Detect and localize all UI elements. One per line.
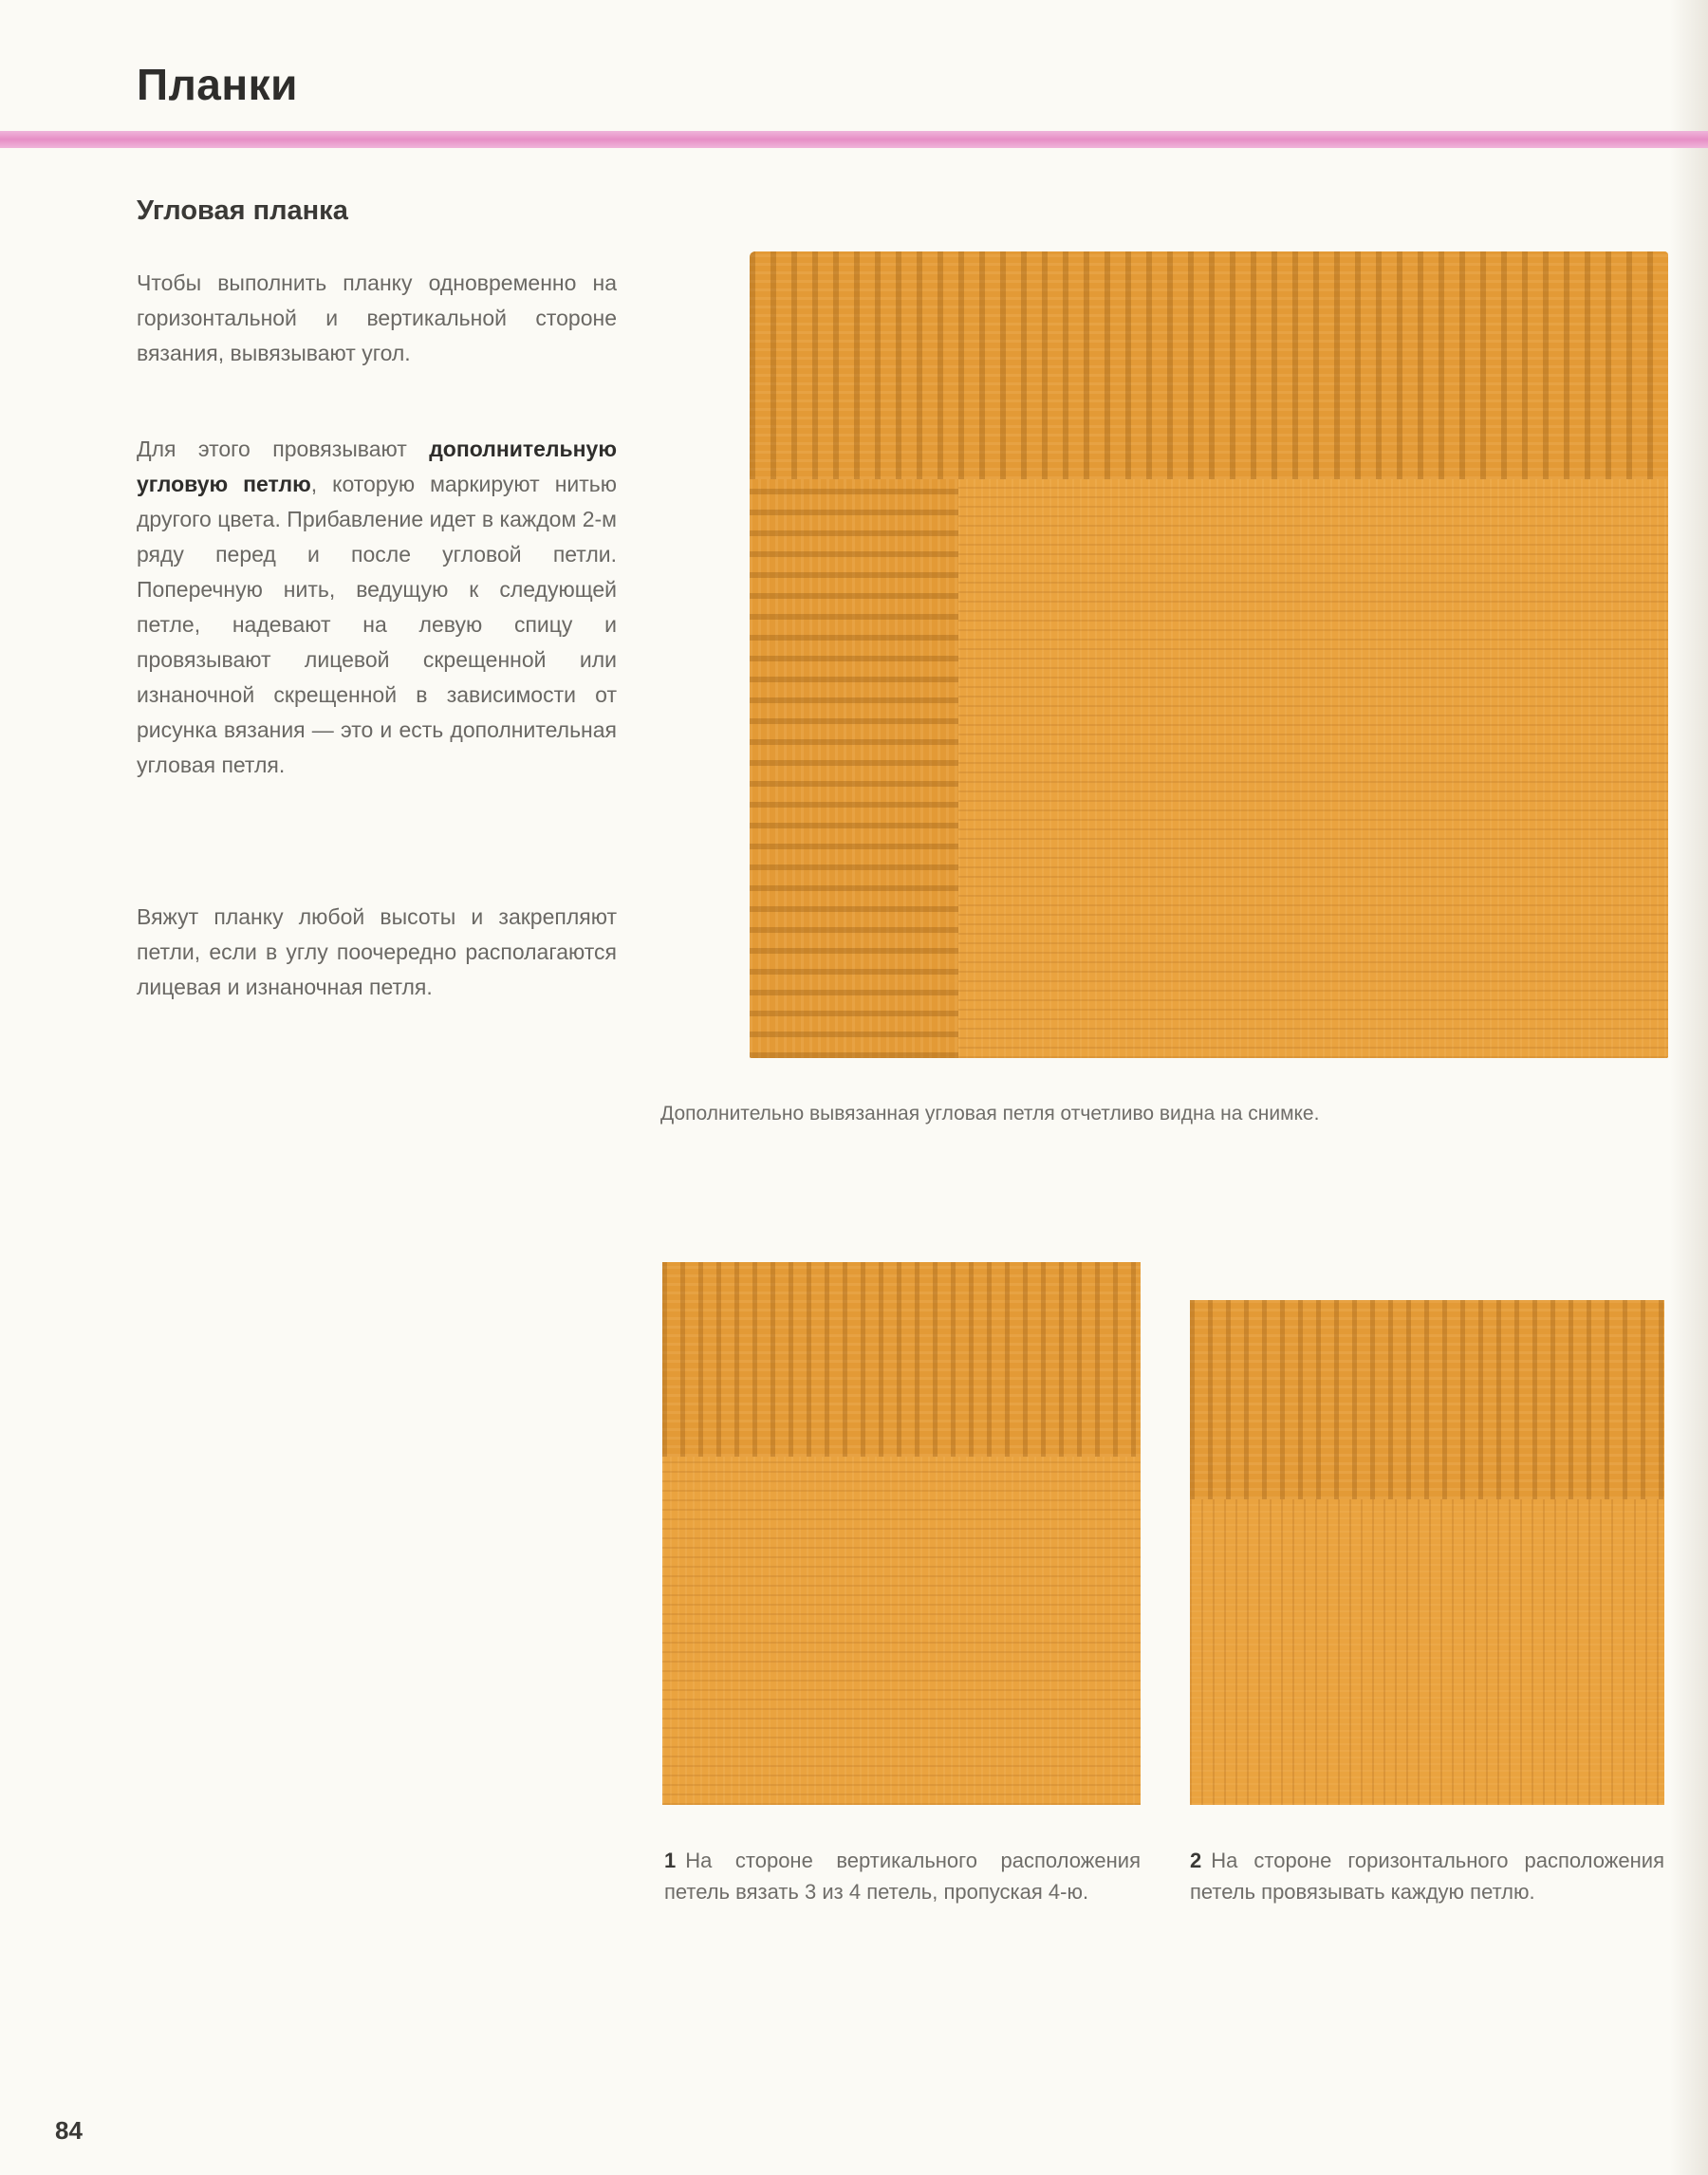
method-text-end: , которую маркируют нитью другого цвета. Прибавление идет в каждом 2-м ряду перед и после угловой петли. Поперечную нить, ведущую к следующей петле, надевают на левую спицу и провязывают лицевой скрещенной или изнаночной скрещенной в зависимости от рисунка вязания — это и есть дополнительная угловая петля. — [137, 472, 618, 777]
page-number: 84 — [55, 2116, 83, 2145]
main-knitting-photo — [750, 251, 1668, 1058]
main-photo-top-band — [750, 251, 1668, 479]
figure-1-caption — [664, 1845, 1141, 1907]
section-heading: Угловая планка — [137, 195, 348, 226]
figure-2-band — [1190, 1300, 1664, 1499]
method-text-start: Для этого провязывают — [137, 437, 430, 461]
figure-2-caption-text: На стороне горизонтального расположения петель провязывать каждую петлю. — [1190, 1849, 1664, 1904]
figure-1-fabric — [662, 1457, 1141, 1805]
title-divider — [0, 131, 1708, 148]
figure-1-number: 1 — [664, 1849, 677, 1872]
figure-2-number: 2 — [1190, 1849, 1202, 1872]
page-gutter-shadow — [1670, 0, 1708, 2175]
figure-1-caption-text: На стороне вертикального расположения петель вязать 3 из 4 петель, пропуская 4-ю. — [664, 1849, 1141, 1904]
method-paragraph — [137, 432, 617, 783]
figure-2-fabric — [1190, 1499, 1664, 1805]
main-photo-caption: Дополнительно вывязанная угловая петля отчетливо видна на снимке. — [660, 1103, 1320, 1125]
figure-1-band — [662, 1262, 1141, 1457]
main-photo-side-band — [750, 479, 958, 1058]
figure-2-caption — [1190, 1845, 1664, 1907]
main-photo-fabric — [958, 479, 1668, 1058]
figure-2-photo — [1190, 1300, 1664, 1805]
finishing-paragraph: Вяжут планку любой высоты и закрепляют петли, если в углу поочередно располагаются лицевая и изнаночная петля. — [137, 904, 617, 999]
corner-stitch-term: дополнительную угловую петлю — [137, 437, 617, 496]
figure-1-photo — [662, 1262, 1141, 1805]
intro-paragraph: Чтобы выполнить планку одновременно на горизонтальной и вертикальной стороне вязания, вывязывают угол. — [137, 270, 617, 365]
page-title: Планки — [137, 60, 298, 109]
